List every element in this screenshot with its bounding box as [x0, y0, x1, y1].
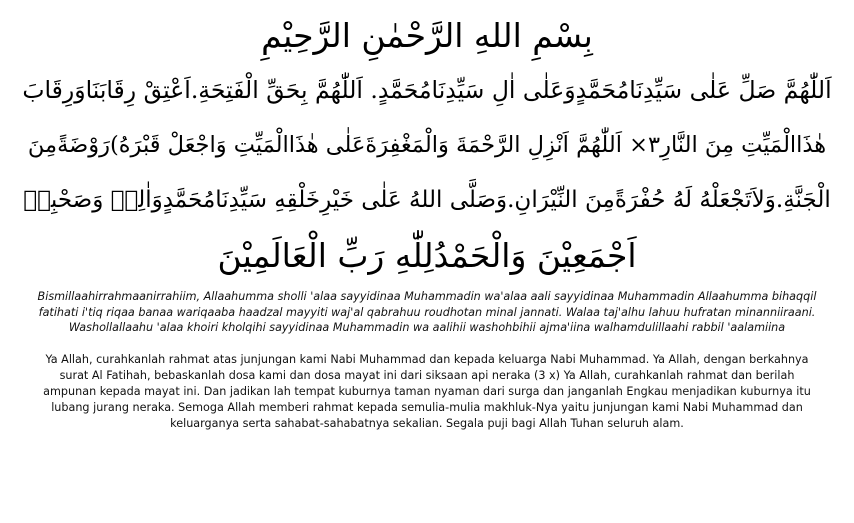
arabic-basmala-line: بِسْمِ اللهِ الرَّحْمٰنِ الرَّحِيْمِ: [261, 16, 593, 55]
arabic-line-2: اَللّٰهُمَّ صَلِّ عَلٰى سَيِّدِنَامُحَمَّدٍوَعَلٰى اٰلِ سَيِّدِنَامُحَمَّدٍ. اَللّٰهُمَّ بِحَقِّ الْفَتِحَةِ.اَعْتِقْ رِقَابَنَاوَرِقَابَ: [22, 76, 832, 104]
translation-paragraph: Ya Allah, curahkanlah rahmat atas junjungan kami Nabi Muhammad dan kepada keluarga Nabi Muhammad. Ya Allah, dengan berkahnya surat Al Fatihah, bebaskanlah dosa kami dan dosa mayat ini dari siksaan api neraka (3 x) Ya Allah, curahkanlah rahmat dan berilah ampunan kepada mayat ini. Dan jadikan lah tempat kuburnya taman nyaman dari surga dan janganlah Engkau menjadikan kuburnya itu lubang jurang neraka. Semoga Allah memberi rahmat kepada semulia-mulia makhluk-Nya yaitu junjungan kami Nabi Muhammad dan keluarganya serta sahabat-sahabatnya sekalian. Segala puji bagi Allah Tuhan seluruh alam.: [43, 352, 811, 430]
arabic-line-4: الْجَنَّةِ.وَلاَتَجْعَلْهُ لَهُ حُفْرَةًمِنَ النِّيْرَانِ.وَصَلَّى اللهُ عَلٰى خَيْرِخَلْقِهِ سَيِّدِنَامُحَمَّدٍوَاٰلِهٖ وَصَحْبِهٖ: [23, 187, 831, 213]
arabic-line-5: اَجْمَعِيْنَ وَالْحَمْدُلِلّٰهِ رَبِّ الْعَالَمِيْنَ: [217, 236, 637, 275]
arabic-prayer-text: [20, 8, 834, 283]
arabic-line-3: هٰذَاالْمَيِّتِ مِنَ النَّارِ٣× اَللّٰهُمَّ اَنْزِلِ الرَّحْمَةَ وَالْمَغْفِرَةَعَلٰى هٰذَاالْمَيِّتِ وَاجْعَلْ قَبْرَهُ)رَوْضَةًمِنَ: [27, 132, 827, 158]
transliteration-paragraph: Bismillaahirrahmaanirrahiim, Allaahumma sholli 'alaa sayyidinaa Muhammadin wa'alaa aali sayyidinaa Muhammadin Allaahumma bihaqqil fatihati i'tiq riqaa banaa wariqaaba haadzal mayyiti waj'al qabrahuu roudhotan minal jannati. Walaa taj'alhu lahuu hufratan minanniiraani. Washollallaahu 'alaa khoiri kholqihi sayyidinaa Muhammadin wa aalihii washohbihii ajma'iina walhamdulillaahi rabbil 'aalamiina: [37, 290, 817, 334]
